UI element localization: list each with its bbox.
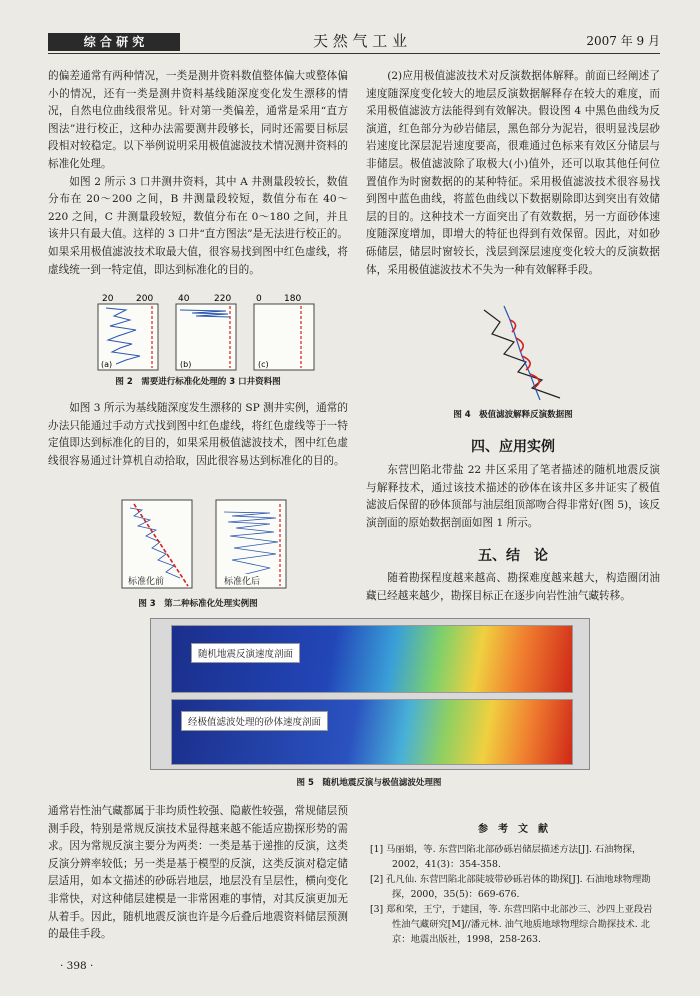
journal-title: 天 然 气 工 业 — [312, 32, 408, 50]
left-paragraph-3: 如图 3 所示为基线随深度发生漂移的 SP 测井实例，通常的办法只能通过手动方式找到图中红色虚线，将红色虚线等于一特定值即达到标准化的目的，如果采用极值滤波技术，图中红色虚线很容易通过计算机自动拾取，因此很容易达到标准化的目的。 — [48, 402, 348, 467]
fig4-filter-curve — [504, 306, 540, 400]
fig2-panel-a — [98, 294, 158, 370]
figure-2-caption: 图 2 需要进行标准化处理的 3 口井资料图 — [115, 377, 281, 387]
figure-4-caption: 图 4 极值滤波解释反演数据图 — [453, 410, 573, 420]
fig4-inversion-trace — [484, 310, 560, 398]
figure-3 — [120, 498, 290, 590]
fig5-top-label: 随机地震反演速度剖面 — [191, 643, 300, 663]
section-tag: 综 合 研 究 — [83, 35, 145, 49]
figure-4 — [470, 300, 580, 405]
fig5-bottom-section — [171, 699, 573, 765]
reference-item: [1] 马丽娟，等. 东营凹陷北部砂砾岩储层描述方法[J]. 石油物探，2002，41(3)：354-358. — [370, 844, 642, 870]
fig2-b-tick-right: 220 — [214, 294, 232, 304]
fig2-c-tick-right: 180 — [284, 294, 302, 304]
issue-date: 2007 年 9 月 — [586, 34, 660, 48]
fig2-a-tick-right: 200 — [136, 294, 154, 304]
fig2-c-tick-left: 0 — [256, 294, 262, 304]
left-paragraph-1: 的偏差通常有两种情况，一类是测井资料数值整体偏大或整体偏小的情况，还有一类是测井资料基线随深度变化发生漂移的情况，自然电位曲线很常见。针对第一类偏差，通常是采用“直方图法”进行校正，这种办法需要测井段够长，同时还需要目标层段相对较稳定。以下举例说明采用极值滤波技术情况测井资料的标准化处理。 — [48, 70, 348, 170]
fig2-b-tick-left: 40 — [178, 294, 190, 304]
left-paragraph-4: 通常岩性油气藏都属于非均质性较强、隐蔽性较强，常规储层预测手段，特别是常规反演技术显得越来越不能适应勘探形势的需求。因为常规反演主要分为两类：一类是基于递推的反演，这类反演分辨率较低；另一类是基于模型的反演，这类反演对稳定储层适用，如本文描述的砂砾岩地层，地层没有呈层性，横向变化非常快，对这种储层建模是一非常困难的事情，对其反演更加无从着手。因此，随机地震反演也许是今后叠后地震资料储层预测的最佳手段。 — [48, 805, 348, 941]
fig2-b-label: (b) — [180, 360, 192, 369]
left-paragraph-2: 如图 2 所示 3 口井测井资料，其中 A 井测量段较长，数值分布在 20～200 之间，B 井测量段较短，数值分布在 40～220 之间，C 井测量段较短，数值分布在 0～180 之间，并且该井只有最大值。这样的 3 口井“直方图法”是无法进行校正的。如果采用极值滤波技术取最大值，很容易找到图中红色虚线，将虚线统一到一特定值，即达到标准化的目的。 — [48, 175, 348, 276]
header-rule — [48, 53, 660, 54]
reference-item: [2] 孔凡仙. 东营凹陷北部陡坡带砂砾岩体的勘探[J]. 石油地球物理勘探，2000，35(5)：669-676. — [370, 874, 651, 900]
fig2-c-label: (c) — [258, 360, 269, 369]
fig2-a-label: (a) — [101, 360, 113, 369]
figure-2 — [96, 290, 321, 372]
fig5-bottom-label: 经极值滤波处理的砂体速度剖面 — [181, 711, 328, 731]
figure-5-caption: 图 5 随机地震反演与极值滤波处理图 — [296, 778, 442, 788]
figure-3-caption: 图 3 第二种标准化处理实例图 — [138, 599, 258, 609]
right-paragraph-1: (2)应用极值滤波技术对反演数据体解释。前面已经阐述了速度随深度变化较大的地层反演数据解释存在较大的难度，而采用极值滤波方法能得到有效解决。假设图 4 中黑色曲线为反演道，红色部分为砂岩储层，黑色部分为泥岩，很明显浅层砂岩速度比深层泥岩速度要高，很难通过色标来有效区分储层与非储层。极值滤波除了取极大(小)值外，还可以取其他任何位置值作为时窗数据的的某种特征。采用极值滤波技术很容易找到图中蓝色曲线，将蓝色曲线以下数据剔除即达到突出有效储层的目的。这种技术一方面突出了有效数据，另一方面砂体速度随深度增加，即增大的特征也得到有效保留。因此，对如砂砾储层，储层时窗较长，浅层到深层速度变化较大的反演数据体，采用极值滤波技术不失为一种有效解释手段。 — [366, 70, 660, 276]
section-4-heading: 四、应用实例 — [471, 439, 555, 455]
fig2-panel-c — [254, 294, 314, 370]
fig3-label-before: 标准化前 — [128, 574, 164, 587]
reference-item: [3] 郑和荣，王宁，于建国，等. 东营凹陷中北部沙三、沙四上亚段岩性油气藏研究[M]//潘元林. 油气地质地球物理综合勘探技术. 北京：地震出版社，1998，258-263. — [370, 904, 653, 945]
figure-5 — [150, 618, 590, 770]
page-number: · 398 · — [60, 960, 94, 972]
fig2-panel-b — [176, 294, 236, 370]
fig2-a-tick-left: 20 — [102, 294, 114, 304]
right-paragraph-2: 东营凹陷北带盐 22 井区采用了笔者描述的随机地震反演与解释技术，通过该技术描述的砂体在该井区多井证实了极值滤波后保留的砂体顶部与油层组顶部吻合得非常好(图 5)，该反演剖面的原始数据剖面如图 1 所示。 — [366, 464, 660, 529]
right-paragraph-3: 随着勘探程度越来越高、勘探难度越来越大，构造圈闭油藏已经越来越少，勘探目标正在逐步向岩性油气藏转移。 — [366, 572, 660, 602]
references-title: 参 考 文 献 — [478, 824, 548, 835]
section-5-heading: 五、结 论 — [478, 548, 548, 564]
fig3-label-after: 标准化后 — [224, 574, 260, 587]
